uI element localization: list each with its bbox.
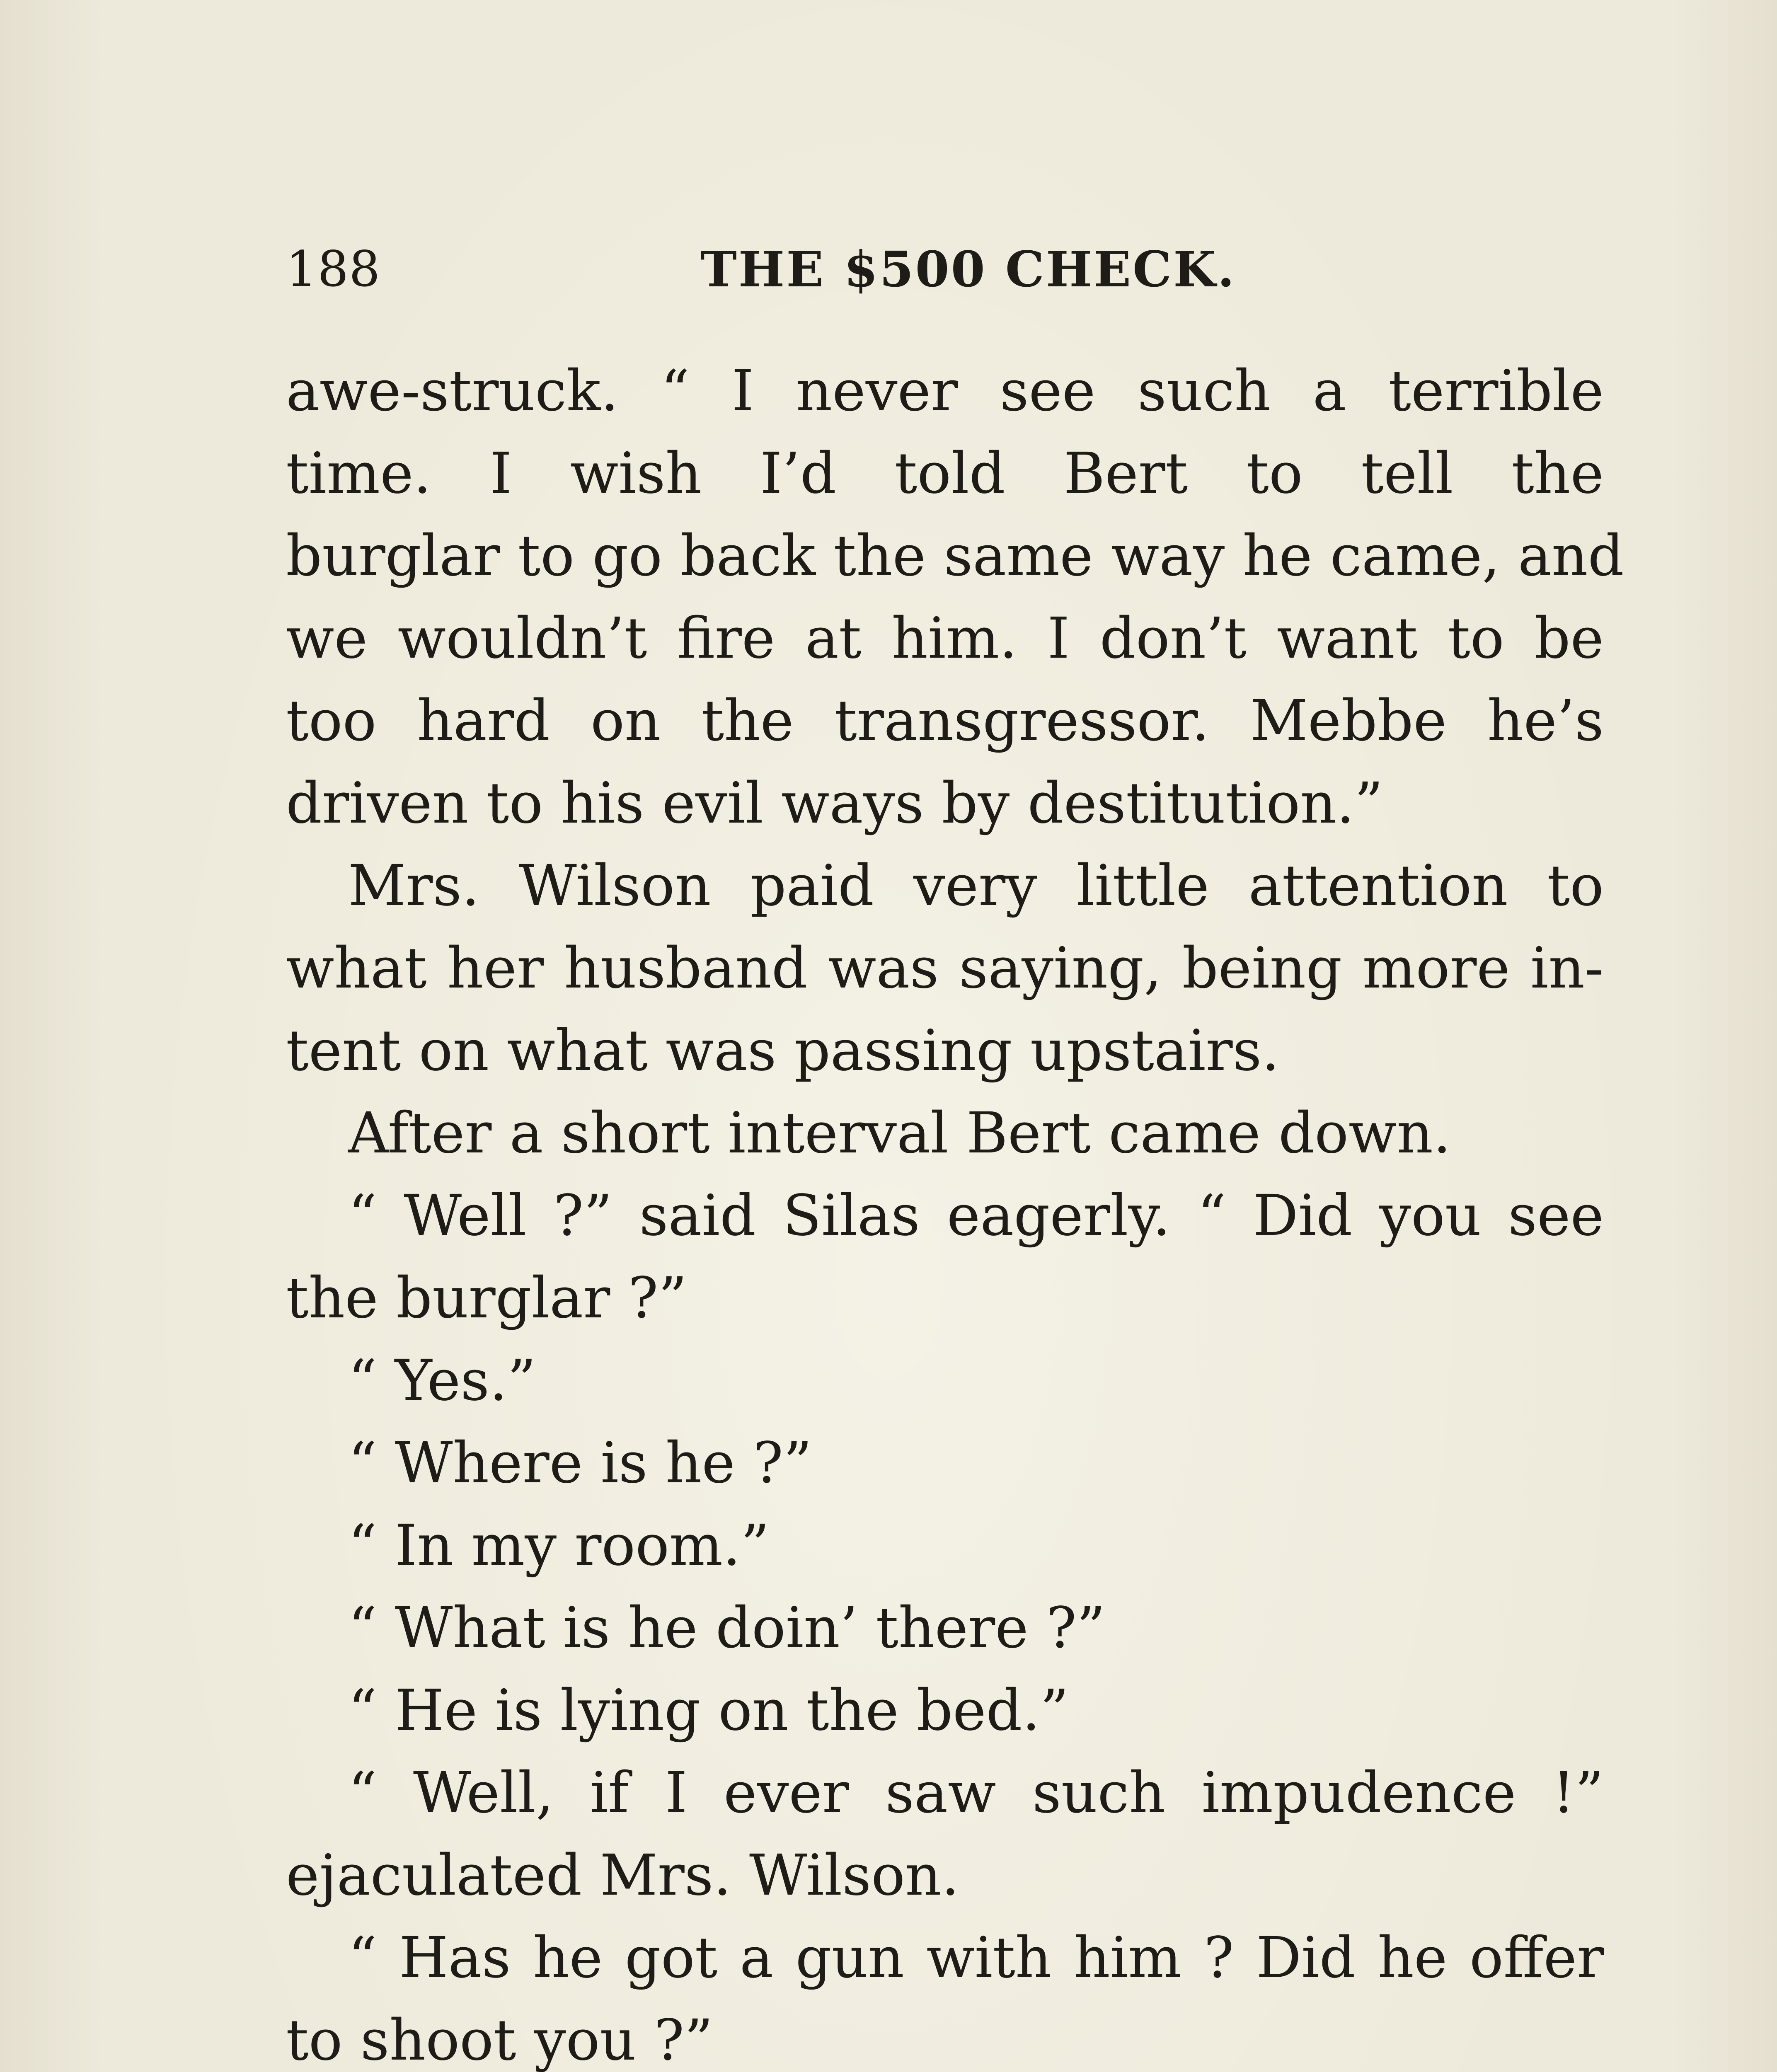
text-line: too hard on the transgressor. Mebbe he’s xyxy=(286,688,1604,754)
text-line: “ Well ?” said Silas eagerly. “ Did you see xyxy=(348,1183,1604,1249)
text-line: driven to his evil ways by destitution.” xyxy=(286,771,1383,836)
text-line: “ Where is he ?” xyxy=(348,1431,812,1496)
body-text xyxy=(286,350,1624,2072)
text-line: the burglar ?” xyxy=(286,1266,687,1331)
running-head: THE $500 CHECK. xyxy=(700,240,1236,298)
text-line: “ What is he doin’ there ?” xyxy=(348,1595,1106,1661)
text-line: ejaculated Mrs. Wilson. xyxy=(286,1843,959,1908)
text-line: tent on what was passing upstairs. xyxy=(286,1018,1280,1084)
text-line: “ Has he got a gun with him ? Did he offer xyxy=(348,1925,1604,1991)
text-line: to shoot you ?” xyxy=(286,2008,713,2072)
text-line: burglar to go back the same way he came, and xyxy=(286,523,1624,589)
text-line: “ He is lying on the bed.” xyxy=(348,1678,1069,1743)
page-header xyxy=(286,232,1604,311)
text-line: “ Yes.” xyxy=(348,1348,536,1414)
text-line: After a short interval Bert came down. xyxy=(348,1101,1451,1166)
text-line: what her husband was saying, being more in- xyxy=(286,936,1604,1001)
text-line: “ In my room.” xyxy=(348,1513,770,1578)
text-line: Mrs. Wilson paid very little attention to xyxy=(348,853,1604,919)
text-line: we wouldn’t fire at him. I don’t want to be xyxy=(286,606,1604,671)
text-line: awe-struck. “ I never see such a terrible xyxy=(286,358,1604,424)
text-line: time. I wish I’d told Bert to tell the xyxy=(286,441,1604,506)
text-line: “ Well, if I ever saw such impudence !” xyxy=(348,1760,1604,1826)
page-number: 188 xyxy=(286,240,381,298)
